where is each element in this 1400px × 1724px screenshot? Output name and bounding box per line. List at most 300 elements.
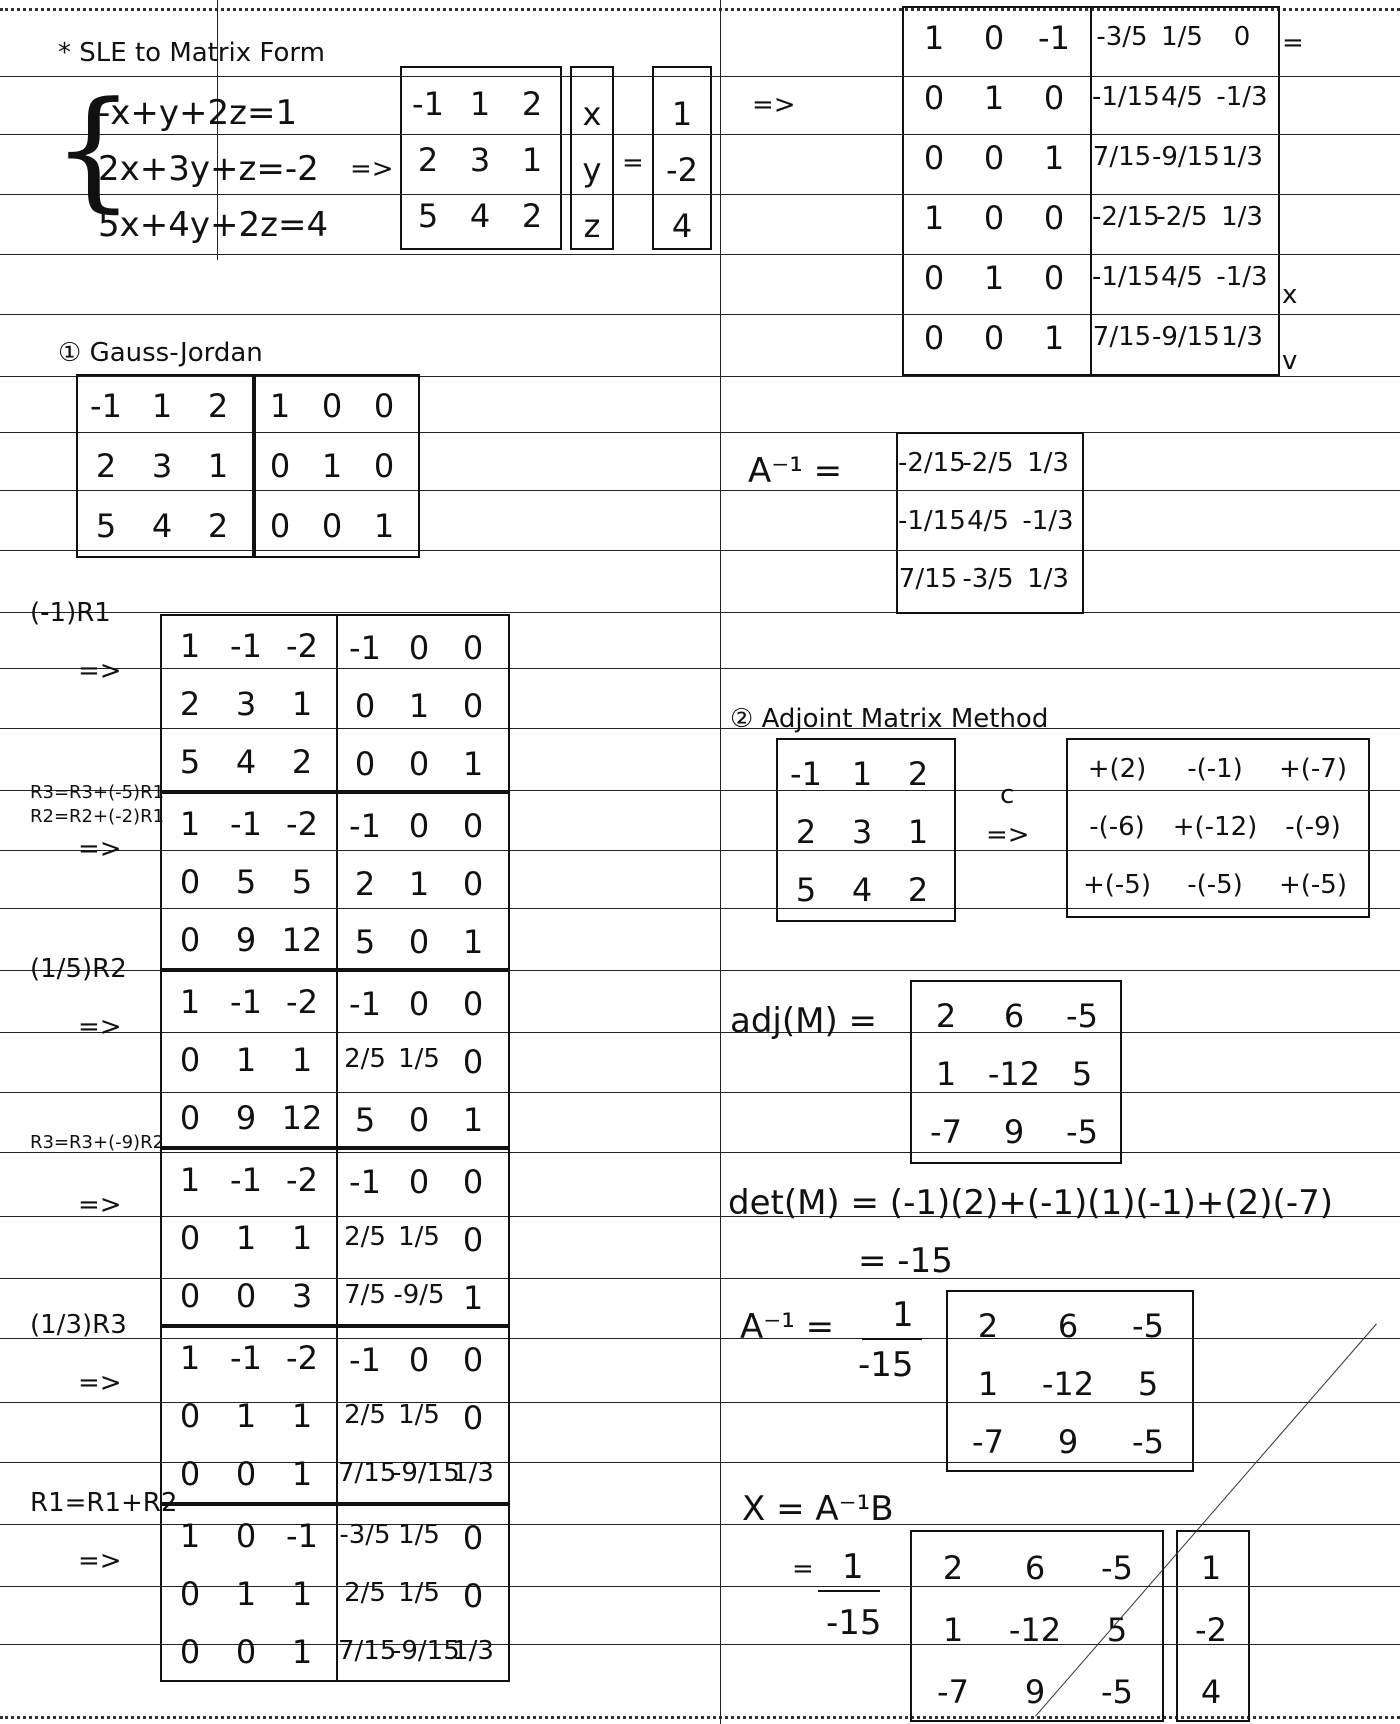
gauss-step-left-cell: 1 [179,1161,201,1199]
variable-vector [570,66,614,250]
right-top-left-cell: 0 [923,319,945,357]
gauss-start-left [76,374,256,558]
adj-cell: 9 [1003,1113,1025,1151]
coef-cell: 1 [469,85,491,123]
gauss-step-right-cell: 0 [462,1163,484,1201]
gauss-step-left-cell: -1 [230,627,262,665]
gauss-step-right-cell: 0 [354,687,376,725]
gauss-step-right-cell: -9/15 [392,1636,460,1666]
gauss-step-right-cell: 0 [408,1101,430,1139]
adj-cell: -12 [987,1055,1041,1093]
gauss-step-right-cell: 0 [462,687,484,725]
gauss-step-left-cell: 1 [179,1517,201,1555]
gauss-step-label: R3=R3+(-9)R2 [30,1132,165,1153]
gauss-step-left-cell: 0 [179,1633,201,1671]
right-top-right-cell: -3/5 [1096,22,1148,52]
x-matrix [910,1530,1164,1722]
right-top-left [902,6,1092,376]
coef-cell: 2 [521,197,543,235]
gauss-step-arrow: => [78,1368,122,1398]
gauss-step-right-cell: 1/5 [398,1520,440,1550]
gauss-step-left-cell: 1 [291,1041,313,1079]
gauss-step-label-2: R2=R2+(-2)R1 [30,806,165,827]
gauss-step-right-cell: 0 [462,1577,484,1615]
x-num: 1 [842,1547,864,1587]
coef-cell: 2 [521,85,543,123]
equation-2: 2x+3y+z=-2 [98,149,319,189]
right-top-left-cell: 1 [1043,139,1065,177]
gauss-step-right-cell: 1/5 [398,1222,440,1252]
cofactor-cell: +(-12) [1172,812,1258,842]
adjoint-matrix-cell: 1 [907,813,929,851]
gauss-step-label: (1/5)R2 [30,954,127,984]
gauss-step-left-cell: 1 [291,1397,313,1435]
gauss-step-left-cell: 0 [179,1041,201,1079]
gauss-step-left-cell: 1 [179,627,201,665]
gauss-step-left-matrix [160,792,338,970]
det-line-2: = -15 [858,1241,953,1281]
gauss-step-left-cell: -1 [230,1161,262,1199]
gauss-step-left-cell: 12 [281,1099,323,1137]
coef-cell: 4 [469,197,491,235]
gauss-step-right-cell: 1 [462,923,484,961]
coef-cell: 3 [469,141,491,179]
gauss-step-right-cell: 0 [462,1399,484,1437]
right-top-left-cell: 0 [923,259,945,297]
gauss-step-right-cell: 1 [408,687,430,725]
gauss-step-left-cell: 1 [235,1219,257,1257]
gauss-step-label: R1=R1+R2 [30,1488,178,1518]
inv-adj-cell: 6 [1057,1307,1079,1345]
gauss-step-right-cell: 1 [462,1101,484,1139]
right-top-right-cell: 4/5 [1161,82,1203,112]
gauss-start-right-cell: 0 [373,447,395,485]
gauss-step-left-cell: 0 [179,1397,201,1435]
right-top-left-cell: 1 [923,199,945,237]
gauss-step-left-cell: -2 [286,1339,318,1377]
gauss-step-left-cell: 0 [179,921,201,959]
gauss-step-right-cell: 5 [354,923,376,961]
gauss-step-right-cell: 5 [354,1101,376,1139]
gauss-step-left-cell: 0 [235,1277,257,1315]
right-top-right-cell: -2/15 [1092,202,1160,232]
b-vector [1176,1530,1250,1722]
inverse-cell: -1/15 [898,506,966,536]
gauss-step-left-cell: 3 [235,685,257,723]
inv-adj-num: 1 [892,1295,914,1335]
adjoint-matrix [776,738,956,922]
inverse-cell: 7/15 [898,564,958,594]
gauss-start-right-cell: 1 [269,387,291,425]
gauss-step-right-cell: 0 [408,1341,430,1379]
gauss-step-left-cell: 5 [291,863,313,901]
x-matrix-cell: 5 [1106,1611,1128,1649]
gauss-step-left-cell: -1 [230,983,262,1021]
gauss-step-left-cell: 1 [235,1575,257,1613]
gauss-step-left-matrix [160,1326,338,1504]
gauss-step-right-cell: 2/5 [344,1400,386,1430]
cofactor-cell: -(-9) [1285,812,1341,842]
gauss-step-left-matrix [160,1504,338,1682]
x-matrix-cell: 2 [942,1549,964,1587]
gauss-step-right-matrix [336,792,510,970]
gauss-step-left-cell: 2 [291,743,313,781]
inv-adj-cell: -7 [972,1423,1004,1461]
gauss-start-left-cell: 1 [151,387,173,425]
right-top-left-cell: 0 [983,199,1005,237]
right-top-right-cell: 4/5 [1161,262,1203,292]
gauss-start-right-cell: 1 [373,507,395,545]
gauss-step-arrow: => [78,1190,122,1220]
right-top-right-cell: -1/3 [1216,82,1268,112]
gauss-step-left-cell: 0 [179,1455,201,1493]
gauss-step-left-cell: 0 [179,1219,201,1257]
gauss-step-right-cell: 1/5 [398,1044,440,1074]
inverse-cell: -2/15 [898,448,966,478]
gauss-step-right-cell: 0 [462,1519,484,1557]
gauss-step-right-cell: -9/5 [393,1280,445,1310]
gauss-step-right-cell: 1/3 [452,1458,494,1488]
adj-cell: 6 [1003,997,1025,1035]
check-mark-v: v [1282,346,1298,376]
x-matrix-cell: -12 [1008,1611,1062,1649]
inverse-label: A⁻¹ = [748,451,843,491]
cofactor-cell: -(-1) [1187,754,1243,784]
adjoint-matrix-cell: -1 [790,755,822,793]
gauss-start-left-cell: 4 [151,507,173,545]
inv-adj-cell: -5 [1132,1423,1164,1461]
inv-adj-cell: 5 [1137,1365,1159,1403]
gauss-step-right-matrix [336,1326,510,1504]
gauss-step-left-cell: 9 [235,1099,257,1137]
gauss-step-left-cell: 0 [179,1277,201,1315]
gauss-step-left-cell: 4 [235,743,257,781]
ruled-line [0,612,1400,613]
right-top-left-cell: 0 [983,19,1005,57]
gauss-step-right-cell: -3/5 [339,1520,391,1550]
gauss-step-left-cell: 5 [179,743,201,781]
gauss-step-left-cell: 1 [179,1339,201,1377]
cofactor-cell: -(-5) [1187,870,1243,900]
gauss-step-label: (-1)R1 [30,598,111,628]
cofactor-cell: +(2) [1087,754,1147,784]
gauss-step-right-cell: 1/3 [452,1636,494,1666]
cofactor-matrix [1066,738,1370,918]
gauss-step-right-cell: 1 [408,865,430,903]
gauss-step-right-cell: 0 [408,1163,430,1201]
gauss-step-left-cell: 0 [235,1455,257,1493]
adj-cell: 2 [935,997,957,1035]
right-top-left-cell: 0 [983,139,1005,177]
right-top-right-cell: -1/15 [1092,262,1160,292]
inverse-cell: -3/5 [962,564,1014,594]
inverse-cell: 1/3 [1027,448,1069,478]
gauss-start-right-cell: 0 [321,387,343,425]
gauss-step-right-cell: -9/15 [392,1458,460,1488]
gauss-start-left-cell: 3 [151,447,173,485]
b-vector-cell: 4 [1200,1673,1222,1711]
inverse-matrix [896,432,1084,614]
gauss-step-right-matrix [336,970,510,1148]
adj-label: adj(M) = [730,1001,878,1041]
cofactor-cell: -(-6) [1089,812,1145,842]
b-vector-cell: 1 [1200,1549,1222,1587]
adjoint-matrix-cell: 4 [851,871,873,909]
equation-1: -x+y+2z=1 [98,93,298,133]
gauss-step-left-cell: 0 [179,1099,201,1137]
adj-cell: -5 [1066,1113,1098,1151]
gauss-step-left-cell: -2 [286,805,318,843]
inv-adj-den: -15 [858,1345,914,1385]
gauss-start-right-cell: 0 [269,447,291,485]
gauss-step-left-cell: 5 [235,863,257,901]
gauss-step-right-cell: -1 [349,629,381,667]
var-x: x [582,95,602,133]
adjoint-matrix-cell: 5 [795,871,817,909]
system-brace: { [52,73,135,225]
gauss-step-right-cell: -1 [349,1163,381,1201]
gauss-step-left-cell: 1 [179,805,201,843]
gauss-step-right-cell: 0 [408,923,430,961]
adjoint-matrix-cell: 2 [795,813,817,851]
gauss-step-right-cell: 0 [462,1043,484,1081]
x-matrix-cell: -5 [1101,1549,1133,1587]
coefficient-matrix [400,66,562,250]
gauss-step-right-matrix [336,614,510,792]
x-matrix-cell: 9 [1024,1673,1046,1711]
gauss-step-left-matrix [160,970,338,1148]
gauss-step-left-cell: 1 [291,1633,313,1671]
gauss-step-left-cell: -1 [230,805,262,843]
gauss-step-right-cell: 1 [462,745,484,783]
inverse-cell: 1/3 [1027,564,1069,594]
right-top-arrow: => [752,90,796,120]
x-matrix-cell: -7 [937,1673,969,1711]
check-mark-equals: = [1282,28,1304,58]
right-top-left-cell: 1 [1043,319,1065,357]
x-den: -15 [826,1603,882,1643]
gauss-step-right-cell: 7/5 [344,1280,386,1310]
inv-adj-label: A⁻¹ = [740,1307,835,1347]
inv-adj-fraction-bar [862,1338,922,1340]
cofactor-arrow: => [986,820,1030,850]
gauss-step-left-cell: 0 [235,1633,257,1671]
cofactor-cell: +(-7) [1279,754,1347,784]
adj-cell: 1 [935,1055,957,1093]
gauss-step-right-cell: 7/15 [338,1458,397,1488]
adj-matrix [910,980,1122,1164]
right-top-left-cell: 0 [923,139,945,177]
b-vector-cell: -2 [1195,1611,1227,1649]
gauss-step-left-cell: -2 [286,627,318,665]
inv-adj-cell: 9 [1057,1423,1079,1461]
inverse-cell: -2/5 [962,448,1014,478]
right-top-left-cell: 0 [1043,79,1065,117]
right-top-right-cell: -2/5 [1156,202,1208,232]
right-top-right [1090,6,1280,376]
gauss-start-left-cell: 2 [207,507,229,545]
gauss-start-right-cell: 0 [321,507,343,545]
gauss-step-left-cell: 1 [235,1397,257,1435]
adjoint-matrix-cell: 3 [851,813,873,851]
gauss-step-arrow: => [78,656,122,686]
x-eq: = [792,1554,814,1584]
inv-adj-matrix [946,1290,1194,1472]
rhs-1: 1 [671,95,693,133]
gauss-step-left-cell: 1 [235,1041,257,1079]
gauss-step-left-matrix [160,1148,338,1326]
gauss-step-arrow: => [78,834,122,864]
gauss-step-right-cell: 0 [462,1221,484,1259]
right-top-left-cell: -1 [1038,19,1070,57]
inv-adj-cell: -12 [1041,1365,1095,1403]
inverse-cell: 4/5 [967,506,1009,536]
gauss-step-right-cell: 1/5 [398,1578,440,1608]
gauss-step-right-cell: -1 [349,1341,381,1379]
adjoint-matrix-cell: 2 [907,871,929,909]
det-line-1: det(M) = (-1)(2)+(-1)(1)(-1)+(2)(-7) [728,1183,1333,1223]
system-equals: = [622,148,644,178]
page-heading: * SLE to Matrix Form [58,38,325,68]
var-y: y [582,151,602,189]
gauss-step-label: R3=R3+(-5)R1 [30,782,165,803]
gauss-start-right-cell: 1 [321,447,343,485]
gauss-step-left-cell: 2 [179,685,201,723]
gauss-step-left-cell: 0 [179,863,201,901]
rhs-2: -2 [666,151,698,189]
right-top-right-cell: 0 [1233,22,1251,52]
cofactor-cell: +(-5) [1279,870,1347,900]
right-top-left-cell: 0 [923,79,945,117]
coef-cell: 1 [521,141,543,179]
gauss-step-right-cell: 2/5 [344,1578,386,1608]
gauss-step-arrow: => [78,1546,122,1576]
gauss-step-right-cell: 7/15 [338,1636,397,1666]
gauss-step-arrow: => [78,1012,122,1042]
coef-cell: 5 [417,197,439,235]
gauss-start-left-cell: -1 [90,387,122,425]
gauss-start-right-cell: 0 [269,507,291,545]
adj-cell: 5 [1071,1055,1093,1093]
gauss-step-left-matrix [160,614,338,792]
right-top-left-cell: 0 [983,319,1005,357]
rhs-vector [652,66,712,250]
gauss-step-left-cell: 1 [291,1455,313,1493]
var-z: z [583,207,601,245]
gauss-start-left-cell: 2 [207,387,229,425]
gauss-step-right-cell: -1 [349,985,381,1023]
gauss-step-left-cell: -2 [286,1161,318,1199]
x-matrix-cell: 1 [942,1611,964,1649]
gauss-step-label: (1/3)R3 [30,1310,127,1340]
x-matrix-cell: -5 [1101,1673,1133,1711]
right-top-left-cell: 0 [1043,259,1065,297]
right-top-right-cell: 1/3 [1221,202,1263,232]
right-top-left-cell: 1 [983,259,1005,297]
right-top-left-cell: 0 [1043,199,1065,237]
gauss-step-right-cell: 0 [408,745,430,783]
inv-adj-cell: -5 [1132,1307,1164,1345]
gauss-step-right-cell: 0 [462,807,484,845]
right-top-left-cell: 1 [983,79,1005,117]
gauss-step-left-cell: 1 [291,685,313,723]
center-divider [720,0,721,1724]
gauss-step-right-cell: 0 [462,865,484,903]
right-top-left-cell: 1 [923,19,945,57]
gauss-step-right-cell: 1/5 [398,1400,440,1430]
adjoint-matrix-cell: 2 [907,755,929,793]
inv-adj-cell: 2 [977,1307,999,1345]
gauss-step-right-cell: 2/5 [344,1044,386,1074]
gauss-step-left-cell: 12 [281,921,323,959]
gauss-step-left-cell: 1 [179,983,201,1021]
right-top-right-cell: 7/15 [1092,142,1152,172]
gauss-step-right-cell: 2/5 [344,1222,386,1252]
gauss-step-left-cell: 1 [291,1219,313,1257]
gauss-step-right-cell: -1 [349,807,381,845]
gauss-step-left-cell: 1 [291,1575,313,1613]
cofactor-label: c [1000,780,1015,810]
gauss-step-left-cell: -2 [286,983,318,1021]
gauss-step-right-matrix [336,1504,510,1682]
x-label: X = A⁻¹B [742,1489,894,1529]
gauss-step-left-cell: 9 [235,921,257,959]
right-top-right-cell: -1/15 [1092,82,1160,112]
right-top-right-cell: 1/3 [1221,322,1263,352]
right-top-right-cell: -9/15 [1152,142,1220,172]
gauss-step-right-cell: 0 [462,985,484,1023]
inv-adj-cell: 1 [977,1365,999,1403]
coef-cell: 2 [417,141,439,179]
x-fraction-bar [818,1590,880,1592]
gauss-start-left-cell: 1 [207,447,229,485]
gauss-step-left-cell: 0 [235,1517,257,1555]
right-top-right-cell: -9/15 [1152,322,1220,352]
gauss-step-right-cell: 0 [462,629,484,667]
adjoint-matrix-cell: 1 [851,755,873,793]
gauss-step-right-cell: 0 [408,985,430,1023]
equation-3: 5x+4y+2z=4 [98,205,329,245]
gauss-step-right-cell: 0 [462,1341,484,1379]
gauss-start-left-cell: 2 [95,447,117,485]
adj-cell: -7 [930,1113,962,1151]
right-top-right-cell: 7/15 [1092,322,1152,352]
gauss-title: ① Gauss-Jordan [58,338,263,368]
gauss-step-right-cell: 2 [354,865,376,903]
gauss-step-right-cell: 1 [462,1279,484,1317]
rhs-3: 4 [671,207,693,245]
right-top-right-cell: 1/3 [1221,142,1263,172]
gauss-step-left-cell: 3 [291,1277,313,1315]
gauss-start-right-cell: 0 [373,387,395,425]
coef-cell: -1 [412,85,444,123]
x-matrix-cell: 6 [1024,1549,1046,1587]
gauss-step-right-cell: 0 [408,807,430,845]
inverse-cell: -1/3 [1022,506,1074,536]
gauss-start-right [252,374,420,558]
gauss-step-right-cell: 0 [354,745,376,783]
gauss-step-right-cell: 0 [408,629,430,667]
right-top-right-cell: 1/5 [1161,22,1203,52]
gauss-step-right-matrix [336,1148,510,1326]
gauss-step-left-cell: -1 [230,1339,262,1377]
gauss-step-left-cell: 0 [179,1575,201,1613]
right-top-right-cell: -1/3 [1216,262,1268,292]
gauss-step-left-cell: -1 [286,1517,318,1555]
adj-cell: -5 [1066,997,1098,1035]
adjoint-title: ② Adjoint Matrix Method [730,704,1049,734]
cofactor-cell: +(-5) [1083,870,1151,900]
